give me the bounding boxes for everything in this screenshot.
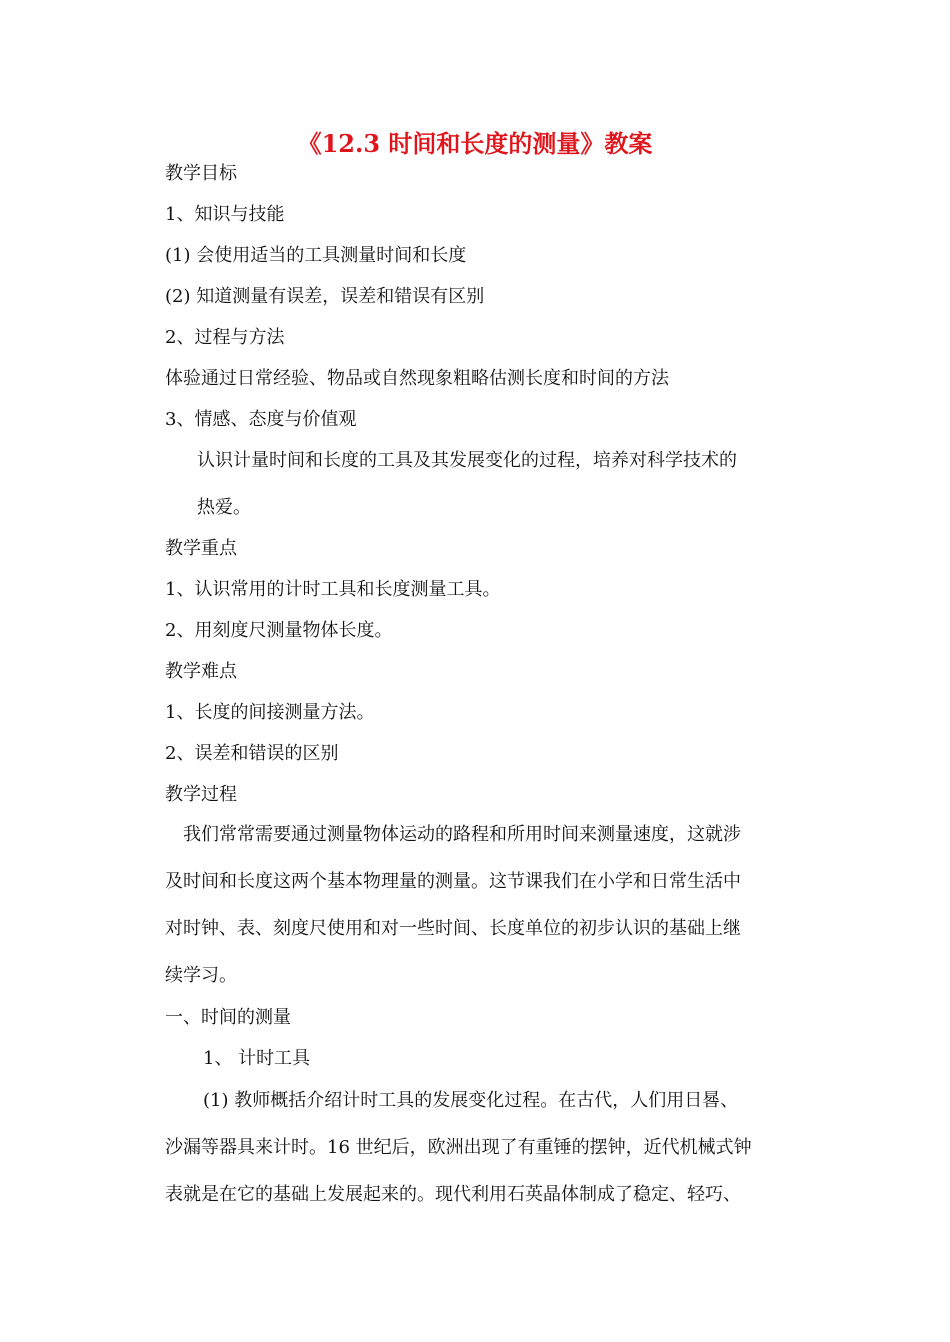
goal-item-1: (1) 会使用适当的工具测量时间和长度	[165, 245, 467, 266]
heading-teaching-process: 教学过程	[165, 784, 237, 805]
timing-text-3: 表就是在它的基础上发展起来的。现代利用石英晶体制成了稳定、轻巧、	[165, 1184, 741, 1205]
heading-key-points: 教学重点	[165, 538, 237, 559]
process-para-2: 及时间和长度这两个基本物理量的测量。这节课我们在小学和日常生活中	[165, 871, 741, 892]
document-title: 《12.3 时间和长度的测量》教案	[297, 129, 653, 158]
goal-emotion-text-1: 认识计量时间和长度的工具及其发展变化的过程，培养对科学技术的	[197, 450, 737, 471]
difficulty-1: 1、长度的间接测量方法。	[165, 702, 375, 723]
heading-difficulties: 教学难点	[165, 661, 237, 682]
process-para-3: 对时钟、表、刻度尺使用和对一些时间、长度单位的初步认识的基础上继	[165, 918, 741, 939]
section-time-measurement: 一、时间的测量	[165, 1007, 291, 1028]
goal-emotion-values: 3、情感、态度与价值观	[165, 409, 357, 430]
timing-text-1: (1) 教师概括介绍计时工具的发展变化过程。在古代，人们用日晷、	[203, 1090, 739, 1111]
key-point-1: 1、认识常用的计时工具和长度测量工具。	[165, 579, 501, 600]
key-point-2: 2、用刻度尺测量物体长度。	[165, 620, 393, 641]
process-para-1: 我们常常需要通过测量物体运动的路程和所用时间来测量速度，这就涉	[183, 824, 741, 845]
timing-text-2: 沙漏等器具来计时。16 世纪后，欧洲出现了有重锤的摆钟，近代机械式钟	[165, 1137, 752, 1158]
difficulty-2: 2、误差和错误的区别	[165, 743, 339, 764]
goal-process-text: 体验通过日常经验、物品或自然现象粗略估测长度和时间的方法	[165, 368, 669, 389]
process-para-4: 续学习。	[165, 965, 237, 986]
goal-emotion-text-2: 热爱。	[197, 497, 251, 518]
goal-item-2: (2) 知道测量有误差，误差和错误有区别	[165, 286, 485, 307]
heading-teaching-goals: 教学目标	[165, 163, 237, 184]
subsection-timing-tools: 1、 计时工具	[203, 1048, 311, 1069]
goal-knowledge-skills: 1、知识与技能	[165, 204, 285, 225]
goal-process-method: 2、过程与方法	[165, 327, 285, 348]
